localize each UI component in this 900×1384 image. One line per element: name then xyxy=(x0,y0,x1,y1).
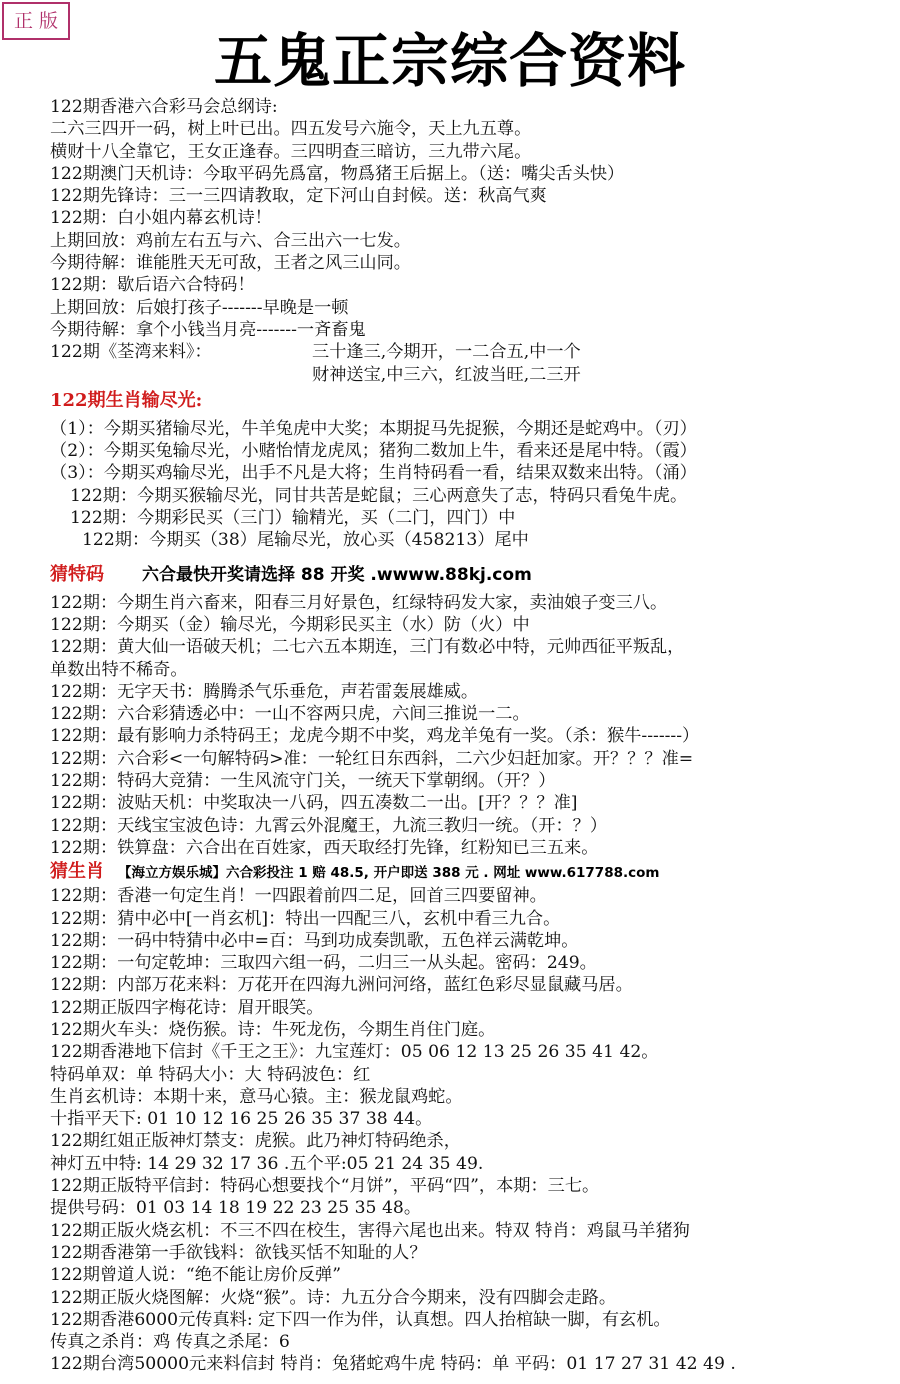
text-line: 122期：无字天书：腾腾杀气乐垂危，声若雷轰展雄威。 xyxy=(50,681,479,702)
section-heading-zodiac-lose: 122期生肖输尽光: xyxy=(50,389,203,411)
poem-line xyxy=(50,341,895,363)
text-line: 122期台湾50000元来料信封 特肖：兔猪蛇鸡牛虎 特码：单 平码：01 17 27 31 42 49 . xyxy=(50,1354,736,1375)
text-line: 二六三四开一码，树上叶已出。四五发号六施令，天上九五尊。 xyxy=(50,119,532,140)
text-line: 122期：六合彩猜透必中：一山不容两只虎，六间三推说一二。 xyxy=(50,704,530,725)
text-line: 上期回放：后娘打孩子-------早晚是一顿 xyxy=(50,297,349,318)
zodiac-lose-section xyxy=(50,418,895,552)
text-line: 122期：歇后语六合特码！ xyxy=(50,275,255,296)
text-line: 传真之杀肖：鸡 传真之杀尾：6 xyxy=(50,1332,290,1353)
content-body xyxy=(50,96,895,1376)
text-line: 122期：最有影响力杀特码王；龙虎今期不中奖，鸡龙羊兔有一奖。（杀：猴牛-------） xyxy=(50,726,700,747)
poem-line-1: 三十逢三,今期开，一二合五,中一个 xyxy=(312,342,581,363)
section-heading-guess-special: 猜特码 xyxy=(50,563,104,585)
text-line: 122期正版火烧玄机：不三不四在校生，害得六尾也出来。特双 特肖：鸡鼠马羊猪狗 xyxy=(50,1220,690,1241)
text-line: 122期正版特平信封：特码心想要找个“月饼”，平码“四”，本期：三七。 xyxy=(50,1176,600,1197)
text-line: 122期香港第一手欲钱料：欲钱买恬不知耻的人？ xyxy=(50,1242,427,1263)
text-line: 122期：六合彩<一句解特码>准：一轮红日东西斜，二六少妇赶加家。开？？？准= xyxy=(50,748,694,769)
text-line: 122期香港六合彩马会总纲诗: xyxy=(50,97,278,117)
text-line: 122期：白小姐内幕玄机诗！ xyxy=(50,208,272,229)
text-line: 122期：天线宝宝波色诗：九霄云外混魔王，九流三教归一统。（开：？） xyxy=(50,815,608,836)
text-line: 122期香港6000元传真料: 定下四一作为伴，认真想。四人抬棺缺一脚，有玄机。 xyxy=(50,1309,671,1330)
section-heading-guess-zodiac: 猜生肖 xyxy=(50,861,104,883)
text-line: 122期：猜中必中[一肖玄机]：特出一四配三八，玄机中看三九合。 xyxy=(50,908,561,929)
text-line: 122期：特码大竞猜：一生风流守门关，一统天下掌朝纲。（开？） xyxy=(50,771,556,792)
guess-zodiac-section xyxy=(50,885,895,1376)
text-line: 122期：黄大仙一语破天机；二七六五本期连，三门有数必中特，元帅西征平叛乱， xyxy=(50,637,685,658)
text-line: 122期：一句定乾坤：三取四六组一码，二归三一从头起。密码：249。 xyxy=(50,953,597,974)
text-line: 122期：今期生肖六畜来，阳春三月好景色，红绿特码发大家，卖油娘子变三八。 xyxy=(50,592,668,613)
text-line: 神灯五中特: 14 29 32 17 36 .五个平:05 21 24 35 49. xyxy=(50,1153,484,1174)
text-line: 十指平天下: 01 10 12 16 25 26 35 37 38 44。 xyxy=(50,1109,433,1130)
text-line: 今期待解：谁能胜天无可敌，王者之风三山同。 xyxy=(50,253,411,274)
text-line: 122期红姐正版神灯禁支：虎猴。此乃神灯特码绝杀， xyxy=(50,1131,461,1152)
text-line: 特码单双：单 特码大小：大 特码波色：红 xyxy=(50,1064,371,1085)
text-line: 生肖玄机诗：本期十来，意马心猿。主：猴龙鼠鸡蛇。 xyxy=(50,1086,463,1107)
guess-special-section xyxy=(50,592,895,860)
text-line: 122期曾道人说：“绝不能让房价反弹” xyxy=(50,1265,342,1286)
poem-label: 122期《荃湾来料》： xyxy=(50,342,212,363)
text-line: 122期：内部万花来料：万花开在四海九洲问河络，蓝红色彩尽显鼠藏马居。 xyxy=(50,975,633,996)
text-line: 122期：铁算盘：六合出在百姓家，西天取经打先锋，红粉知已三五来。 xyxy=(50,837,599,858)
ad-banner-88kj[interactable]: 六合最快开奖请选择 88 开奖 .wwww.88kj.com xyxy=(142,564,532,585)
text-line: 122期：今期彩民买（三门）输精光，买（二门，四门）中 xyxy=(70,508,516,529)
text-line: 122期正版四字梅花诗：眉开眼笑。 xyxy=(50,997,324,1018)
text-line: 122期先锋诗：三一三四请教取，定下河山自封候。送：秋高气爽 xyxy=(50,186,547,207)
text-line: 122期火车头：烧伤猴。诗：牛死龙伤，今期生肖住门庭。 xyxy=(50,1019,496,1040)
guess-special-header xyxy=(50,562,895,588)
text-line: 今期待解：拿个小钱当月亮-------一斉畜鬼 xyxy=(50,319,366,340)
text-line: 122期：香港一句定生肖！一四跟着前四二足，回首三四要留神。 xyxy=(50,886,547,907)
text-line: 122期：今期买（38）尾输尽光，放心买（458213）尾中 xyxy=(82,530,529,551)
genuine-edition-stamp: 正 版 xyxy=(2,2,70,40)
guess-zodiac-header xyxy=(50,859,895,885)
text-line: （1）：今期买猪输尽光，牛羊兔虎中大奖；本期捉马先捉猴，今期还是蛇鸡中。（刃） xyxy=(50,418,697,439)
text-line: （2）：今期买兔输尽光，小赌怡情龙虎凤；猪狗二数加上牛，看来还是尾中特。（霞） xyxy=(50,441,697,462)
poem-line-2: 财神送宝,中三六，红波当旺,二三开 xyxy=(312,364,581,385)
text-line: 122期香港地下信封《千王之王》：九宝莲灯：05 06 12 13 25 26 35 41 42。 xyxy=(50,1042,659,1063)
overview-section xyxy=(50,96,895,386)
text-line: 122期：今期买（金）输尽光，今期彩民买主（水）防（火）中 xyxy=(50,614,530,635)
text-line: （3）：今期买鸡输尽光，出手不凡是大将；生肖特码看一看，结果双数来出特。（涌） xyxy=(50,463,697,484)
text-line: 提供号码：01 03 14 18 19 22 23 25 35 48。 xyxy=(50,1198,422,1219)
page-title: 五鬼正宗综合资料 xyxy=(213,27,686,95)
text-line: 122期：波贴天机：中奖取决一八码，四五凑数二一出。[开？？？准] xyxy=(50,793,578,814)
text-line: 单数出特不稀奇。 xyxy=(50,659,188,680)
text-line: 122期正版火烧图解：火烧“猴”。诗：九五分合今期来，没有四脚会走路。 xyxy=(50,1287,617,1308)
text-line: 横财十八全靠它，王女正逢春。三四明查三暗访，三九带六尾。 xyxy=(50,141,532,162)
text-line: 122期澳门天机诗：今取平码先爲富，物爲猪王后据上。（送：嘴尖舌头快） xyxy=(50,163,625,184)
text-line: 122期：今期买猴输尽光，同甘共苦是蛇鼠；三心两意失了志，特码只看兔牛虎。 xyxy=(70,485,688,506)
ad-banner-617788[interactable]: 【海立方娱乐城】六合彩投注 1 赔 48.5, 开户即送 388 元 . 网址 www.617788.com xyxy=(118,865,660,882)
text-line: 122期：一码中特猜中必中=百：马到功成奏凯歌，五色祥云满乾坤。 xyxy=(50,930,579,951)
text-line: 上期回放：鸡前左右五与六、合三出六一七发。 xyxy=(50,230,411,251)
